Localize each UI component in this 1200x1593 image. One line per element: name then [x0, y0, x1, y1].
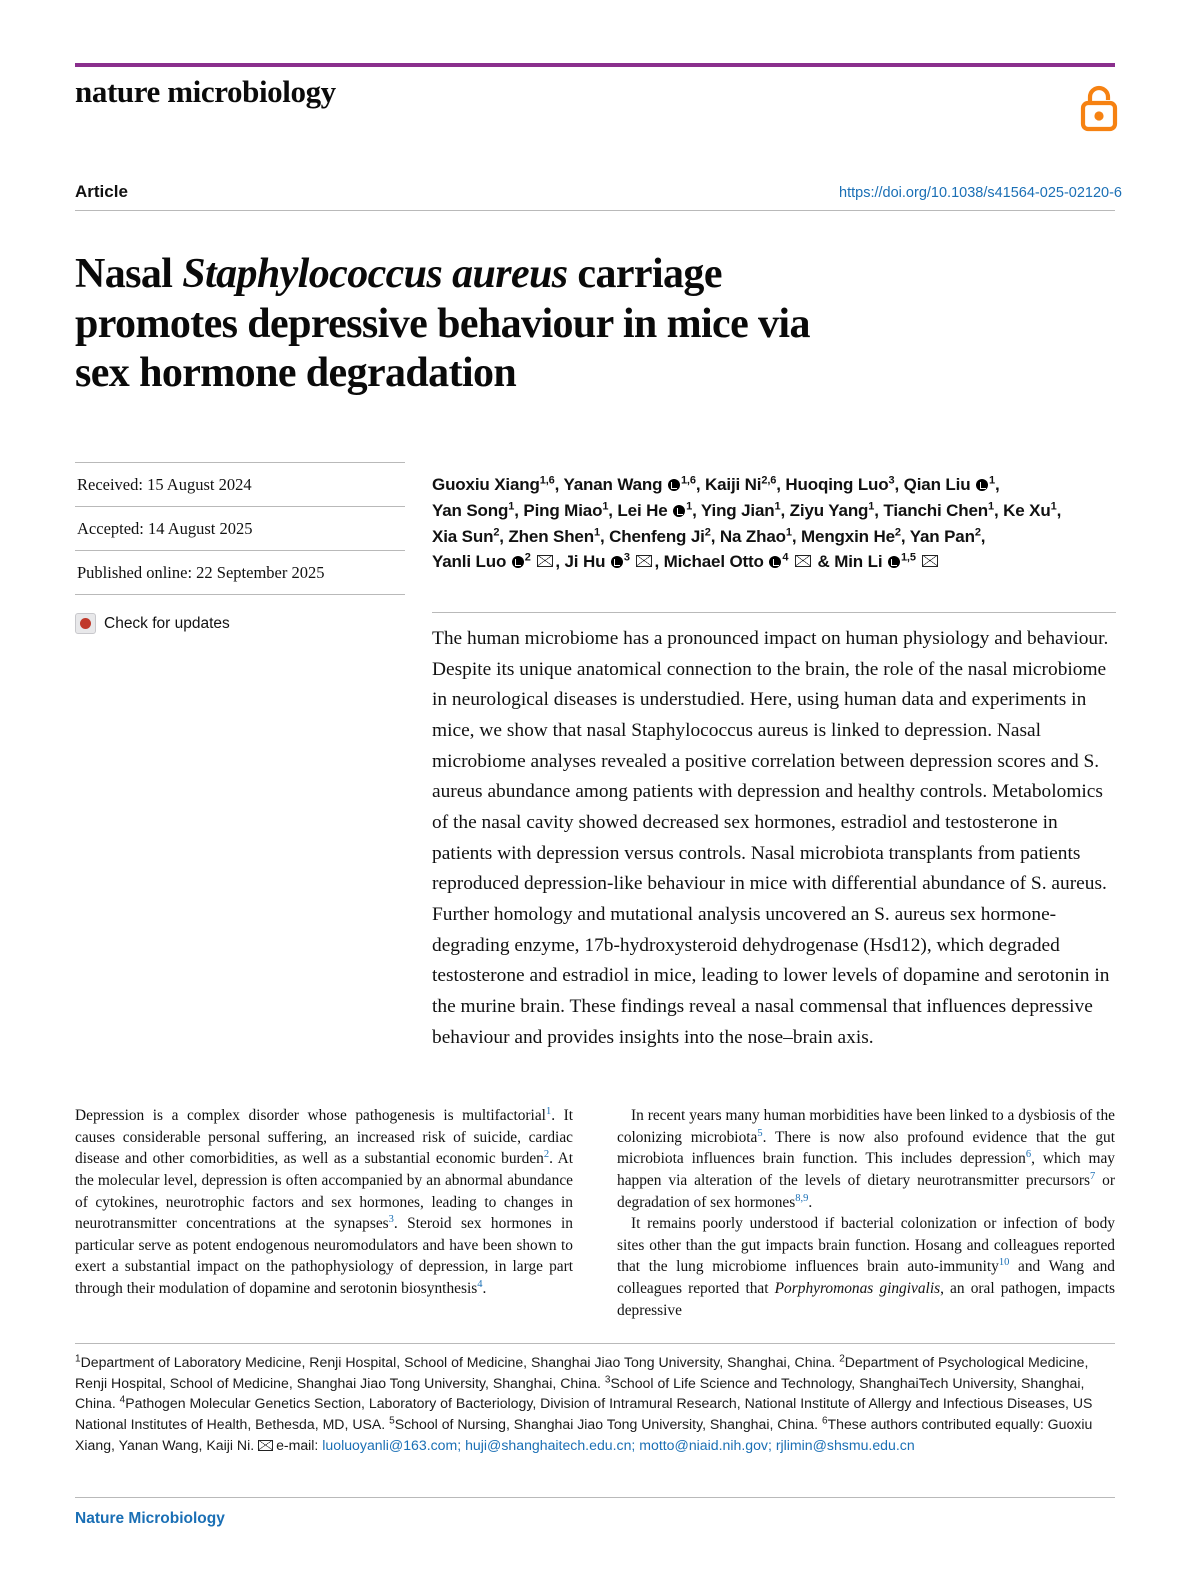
email-link[interactable]: huji@shanghaitech.edu.cn;	[465, 1436, 636, 1453]
orcid-icon[interactable]	[976, 479, 988, 491]
orcid-icon[interactable]	[611, 556, 623, 568]
paragraph: Depression is a complex disorder whose pathogenesis is multifactorial$^1$. It causes considerable personal suffering, an increased risk of suicide, cardiac disease and other comorbidities, as well as a substantial economic burden$^2$. At the molecular level, depression is often accompanied by an abnormal abundance of cytokines, neurotrophic factors and sex hormones, leading to changes in neurotransmitter concentrations at the synapses$^3$. Steroid sex hormones in particular serve as potent endogenous neuromodulators and have been shown to exert a substantial impact on the pathophysiology of depression, in large part through their modulation of dopamine and serotonin biosynthesis$^4$.	[75, 1106, 573, 1297]
affiliations: $^1$Department of Laboratory Medicine, Renji Hospital, School of Medicine, Shanghai Jiao Tong University, Shanghai, China. $^2$Department of Psychological Medicine, Renji Hospital, School of Medicine, Shanghai Jiao Tong University, Shanghai, China. $^3$School of Life Science and Technology, ShanghaiTech University, Shanghai, China. $^4$Pathogen Molecular Genetics Section, Laboratory of Bacteriology, Division of Intramural Research, National Institute of Allergy and Infectious Diseases, US National Institutes of Health, Bethesda, MD, USA. $^5$School of Nursing, Shanghai Jiao Tong University, Shanghai, China. $^6$These authors contributed equally: Guoxiu Xiang, Yanan Wang, Kaiji Ni. e-mail: luoluoyanli@163.com; huji@shanghaitech.edu.cn; motto@niaid.nih.gov; rjlimin@shsmu.edu.cn	[75, 1353, 1093, 1453]
check-for-updates-button[interactable]	[75, 595, 405, 634]
title-line-2: promotes depressive behaviour in mice via	[75, 300, 810, 347]
orcid-icon[interactable]	[769, 556, 781, 568]
article-history	[75, 462, 405, 634]
abstract-divider	[432, 612, 1116, 613]
received-date: Received: 15 August 2024	[77, 475, 252, 494]
email-link[interactable]: luoluoyanli@163.com;	[322, 1436, 462, 1453]
email-icon[interactable]	[537, 555, 553, 567]
email-icon[interactable]	[795, 555, 811, 567]
title-line-3: sex hormone degradation	[75, 350, 517, 397]
header-divider	[75, 210, 1115, 211]
orcid-icon[interactable]	[668, 479, 680, 491]
title-species: Staphylococcus aureus	[182, 251, 568, 298]
body-column-right	[617, 1105, 1115, 1321]
body-column-left	[75, 1105, 573, 1321]
doi-link[interactable]: https://doi.org/10.1038/s41564-025-02120-6	[839, 185, 1122, 201]
page-title	[75, 250, 1085, 399]
orcid-icon[interactable]	[512, 556, 524, 568]
paragraph: It remains poorly understood if bacterial colonization or infection of body sites other than the gut impacts brain function. Hosang and colleagues reported that the lung microbiome influences brain auto-immunity$^{10}$ and Wang and colleagues reported that Porphyromonas gingivalis, an oral pathogen, impacts depressive	[617, 1215, 1115, 1319]
abstract-text: The human microbiome has a pronounced impact on human physiology and behaviour. Despite its unique anatomical connection to the brain, the role of the nasal microbiome in neurological diseases is understudied. Here, using human data and experiments in mice, we show that nasal Staphylococcus aureus is linked to depression. Nasal microbiome analyses revealed a positive correlation between depression scores and S. aureus abundance among patients with depression and healthy controls. Metabolomics of the nasal cavity showed decreased sex hormones, estradiol and testosterone in patients with depression versus controls. Nasal microbiota transplants from patients reproduced depression-like behaviour in mice with differential abundance of S. aureus. Further homology and mutational analysis uncovered an S. aureus sex hormone-degrading enzyme, 17b-hydroxysteroid dehydrogenase (Hsd12), which degraded testosterone and estradiol in mice, leading to lower levels of dopamine and serotonin in the murine brain. These findings reveal a nasal commensal that influences depressive behaviour and provides insights into the nose–brain axis.	[432, 628, 1110, 1048]
body-columns	[75, 1105, 1115, 1321]
email-link[interactable]: rjlimin@shsmu.edu.cn	[775, 1436, 915, 1453]
email-icon[interactable]	[922, 555, 938, 567]
footer-journal-name: Nature Microbiology	[75, 1510, 225, 1527]
email-icon	[258, 1440, 273, 1451]
published-date: Published online: 22 September 2025	[77, 563, 325, 582]
open-access-icon	[1076, 83, 1122, 133]
accepted-date: Accepted: 14 August 2025	[77, 519, 253, 538]
crossmark-icon	[75, 613, 96, 634]
email-link[interactable]: motto@niaid.nih.gov;	[639, 1436, 772, 1453]
top-purple-rule	[75, 63, 1115, 67]
email-icon[interactable]	[636, 555, 652, 567]
orcid-icon[interactable]	[888, 556, 900, 568]
journal-title: nature microbiology	[75, 74, 336, 109]
email-label: e-mail:	[276, 1436, 319, 1453]
author-list: Guoxiu Xiang$^{1,6}$, Yanan Wang $^{1,6}$, Kaiji Ni$^{2,6}$, Huoqing Luo$^3$, Qian Liu $^1$, Yan Song$^1$, Ping Miao$^1$, Lei He $^1$, Ying Jian$^1$, Ziyu Yang$^1$, Tianchi Chen$^1$, Ke Xu$^1$, Xia Sun$^2$, Zhen Shen$^1$, Chenfeng Ji$^2$, Na Zhao$^1$, Mengxin He$^2$, Yan Pan$^2$, Yanli Luo $^2$ , Ji Hu $^3$ , Michael Otto $^4$ & Min Li $^{1,5}$	[432, 474, 1062, 572]
check-for-updates-label: Check for updates	[104, 614, 230, 632]
footer-divider	[75, 1497, 1115, 1498]
title-part-2: carriage	[567, 251, 722, 298]
orcid-icon[interactable]	[673, 505, 685, 517]
footnote-divider	[75, 1343, 1115, 1344]
title-part-1: Nasal	[75, 251, 183, 298]
article-type-label: Article	[75, 182, 128, 201]
paragraph: In recent years many human morbidities have been linked to a dysbiosis of the colonizing microbiota$^5$. There is now also profound evidence that the gut microbiota influences brain function. This includes depression$^6$, which may happen via alteration of the levels of dietary neurotransmitter precursors$^7$ or degradation of sex hormones$^{8,9}$.	[617, 1107, 1115, 1211]
